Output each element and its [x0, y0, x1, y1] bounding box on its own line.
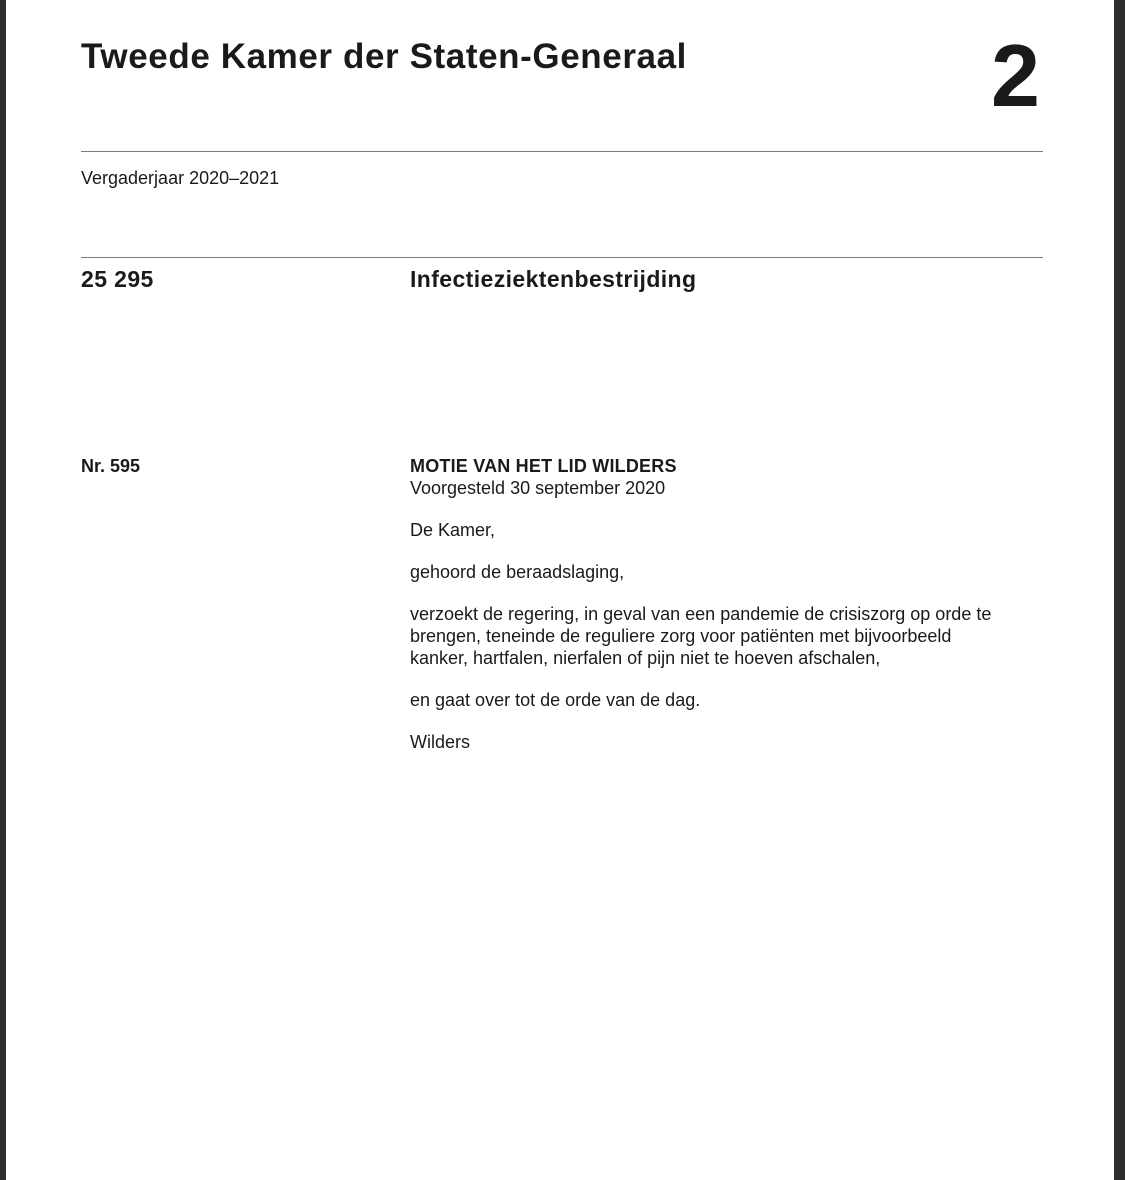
request-line: verzoekt de regering, in geval van een pandemie de crisiszorg op orde te [410, 604, 992, 624]
closing-clause: en gaat over tot de orde van de dag. [410, 690, 701, 710]
motion-heading: MOTIE VAN HET LID WILDERS [410, 456, 677, 476]
dossier-number: 25 295 [81, 266, 154, 292]
request-line: brengen, teneinde de reguliere zorg voor patiënten met bijvoorbeeld [410, 626, 952, 646]
salutation: De Kamer, [410, 520, 496, 540]
signatory: Wilders [410, 732, 471, 752]
request-line: kanker, hartfalen, nierfalen of pijn niet te hoeven afschalen, [410, 648, 881, 668]
meeting-year: Vergaderjaar 2020–2021 [81, 168, 280, 188]
heard-clause: gehoord de beraadslaging, [410, 562, 625, 582]
divider [81, 151, 1043, 152]
dossier-title: Infectieziektenbestrijding [410, 266, 697, 292]
page-title: Tweede Kamer der Staten-Generaal [81, 37, 687, 76]
request-clause [410, 603, 1042, 669]
motion-body [410, 455, 1042, 753]
item-number: Nr. 595 [81, 456, 141, 476]
divider [81, 257, 1043, 258]
document-series-number: 2 [991, 26, 1040, 125]
proposed-date: Voorgesteld 30 september 2020 [410, 478, 666, 498]
document-page [6, 0, 1114, 1180]
viewer-edge-right [1114, 0, 1125, 1180]
